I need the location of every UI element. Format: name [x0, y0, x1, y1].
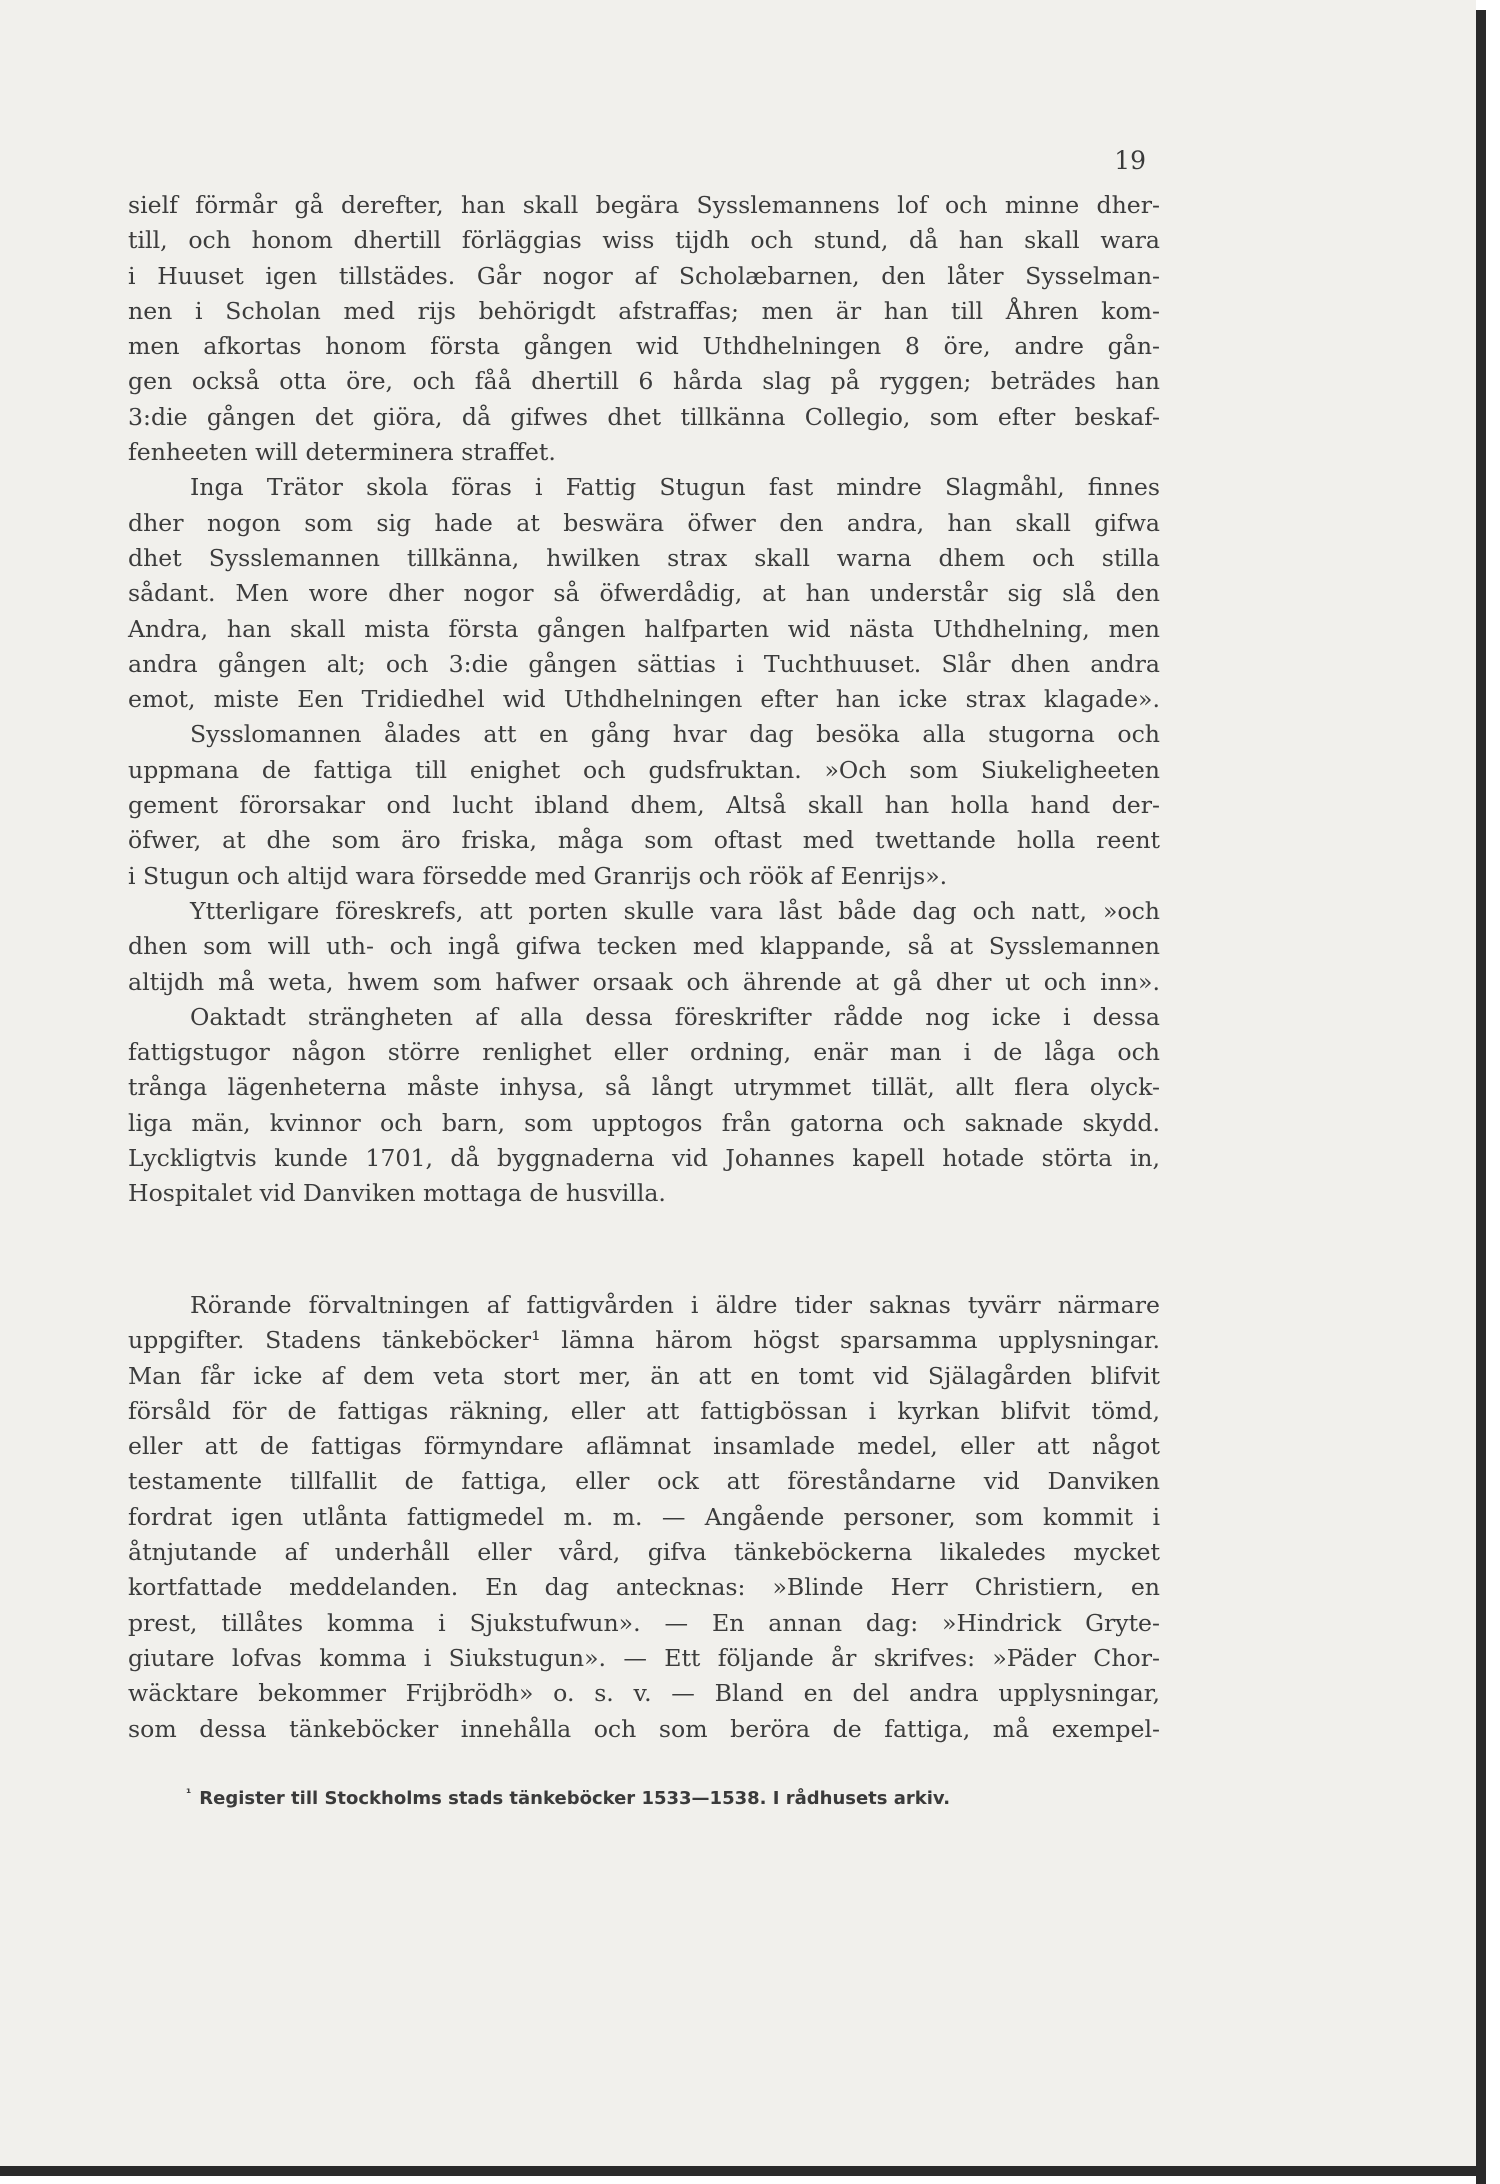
- text-line: Lyckligtvis kunde 1701, då byggnaderna vid Johannes kapell hotade störta in,: [128, 1144, 1160, 1173]
- page-edge-right: [1476, 10, 1486, 2184]
- text-line: wäcktare bekommer Frijbrödh» o. s. v. — Bland en del andra upplysningar,: [128, 1679, 1160, 1708]
- footnote-text: Register till Stockholms stads tänkeböcker 1533—1538. I rådhusets arkiv.: [199, 1788, 951, 1809]
- text-line: andra gången alt; och 3:die gången sättias i Tuchthuuset. Slår dhen andra: [128, 649, 1160, 678]
- text-line: kortfattade meddelanden. En dag antecknas: »Blinde Herr Christiern, en: [128, 1573, 1160, 1602]
- text-line: dhen som will uth- och ingå gifwa tecken med klappande, så at Sysslemannen: [128, 932, 1160, 961]
- text-line: eller att de fattigas förmyndare aflämnat insamlade medel, eller att något: [128, 1432, 1160, 1461]
- body-text-block-2: [128, 1288, 1160, 1747]
- text-line: Hospitalet vid Danviken mottaga de husvilla.: [128, 1179, 666, 1208]
- text-line: i Huuset igen tillstädes. Går nogor af Scholæbarnen, den låter Sysselman-: [128, 261, 1160, 290]
- body-text-block-1: [128, 188, 1160, 1212]
- text-line: Ytterligare föreskrefs, att porten skulle vara låst både dag och natt, »och: [190, 896, 1160, 925]
- text-line: fattigstugor någon större renlighet eller ordning, enär man i de låga och: [128, 1038, 1160, 1067]
- text-line: i Stugun och altijd wara försedde med Granrijs och röök af Eenrijs».: [128, 861, 948, 890]
- text-line: fenheeten will determinera straffet.: [128, 438, 556, 467]
- footnote: [186, 1786, 950, 1809]
- text-line: altijdh må weta, hwem som hafwer orsaak och ährende at gå dher ut och inn».: [128, 967, 1160, 996]
- text-line: Man får icke af dem veta stort mer, än att en tomt vid Själagården blifvit: [128, 1361, 1160, 1390]
- text-line: dher nogon som sig hade at beswära öfwer den andra, han skall gifwa: [128, 508, 1160, 537]
- text-line: prest, tillåtes komma i Sjukstufwun». — En annan dag: »Hindrick Gryte-: [128, 1608, 1160, 1637]
- text-line: men afkortas honom första gången wid Uthdhelningen 8 öre, andre gån-: [128, 332, 1160, 361]
- text-line: Oaktadt strängheten af alla dessa föreskrifter rådde nog icke i dessa: [190, 1002, 1160, 1031]
- text-line: försåld för de fattigas räkning, eller att fattigbössan i kyrkan blifvit tömd,: [128, 1396, 1160, 1425]
- text-line: giutare lofvas komma i Siukstugun». — Ett följande år skrifves: »Päder Chor-: [128, 1643, 1160, 1672]
- text-line: till, och honom dhertill förläggias wiss tijdh och stund, då han skall wara: [128, 226, 1160, 255]
- text-line: Inga Trätor skola föras i Fattig Stugun fast mindre Slagmåhl, finnes: [190, 473, 1160, 502]
- text-line: Andra, han skall mista första gången halfparten wid nästa Uthdhelning, men: [128, 614, 1160, 643]
- text-line: 3:die gången det giöra, då gifwes dhet tillkänna Collegio, som efter beskaf-: [128, 402, 1160, 431]
- text-line: som dessa tänkeböcker innehålla och som beröra de fattiga, må exempel-: [128, 1714, 1160, 1743]
- text-line: trånga lägenheterna måste inhysa, så långt utrymmet tillät, allt flera olyck-: [128, 1073, 1160, 1102]
- footnote-marker: ¹: [186, 1786, 192, 1800]
- text-line: testamente tillfallit de fattiga, eller ock att föreståndarne vid Danviken: [128, 1467, 1160, 1496]
- text-line: åtnjutande af underhåll eller vård, gifva tänkeböckerna likaledes mycket: [128, 1538, 1160, 1567]
- text-line: sielf förmår gå derefter, han skall begära Sysslemannens lof och minne dher-: [128, 191, 1160, 219]
- text-line: nen i Scholan med rijs behörigdt afstraffas; men är han till Åhren kom-: [128, 296, 1160, 325]
- page-number: 19: [1114, 146, 1146, 175]
- text-line: Sysslomannen ålades att en gång hvar dag besöka alla stugorna och: [190, 720, 1160, 749]
- text-line: öfwer, at dhe som äro friska, måga som oftast med twettande holla reent: [128, 826, 1160, 855]
- text-line: dhet Sysslemannen tillkänna, hwilken strax skall warna dhem och stilla: [128, 543, 1160, 572]
- text-line: sådant. Men wore dher nogor så öfwerdådig, at han understår sig slå den: [128, 579, 1160, 608]
- text-line: fordrat igen utlånta fattigmedel m. m. — Angående personer, som kommit i: [128, 1502, 1160, 1531]
- text-line: gen också otta öre, och fåå dhertill 6 hårda slag på ryggen; beträdes han: [128, 367, 1160, 396]
- text-line: liga män, kvinnor och barn, som upptogos från gatorna och saknade skydd.: [128, 1108, 1160, 1137]
- text-line: uppmana de fattiga till enighet och gudsfruktan. »Och som Siukeligheeten: [128, 755, 1160, 784]
- page-edge-bottom: [0, 2166, 1486, 2176]
- text-line: emot, miste Een Tridiedhel wid Uthdhelningen efter han icke strax klagade».: [128, 685, 1160, 714]
- text-line: uppgifter. Stadens tänkeböcker¹ lämna härom högst sparsamma upplysningar.: [128, 1326, 1160, 1355]
- text-line: gement förorsakar ond lucht ibland dhem, Altså skall han holla hand der-: [128, 791, 1160, 820]
- text-line: Rörande förvaltningen af fattigvården i äldre tider saknas tyvärr närmare: [190, 1291, 1160, 1319]
